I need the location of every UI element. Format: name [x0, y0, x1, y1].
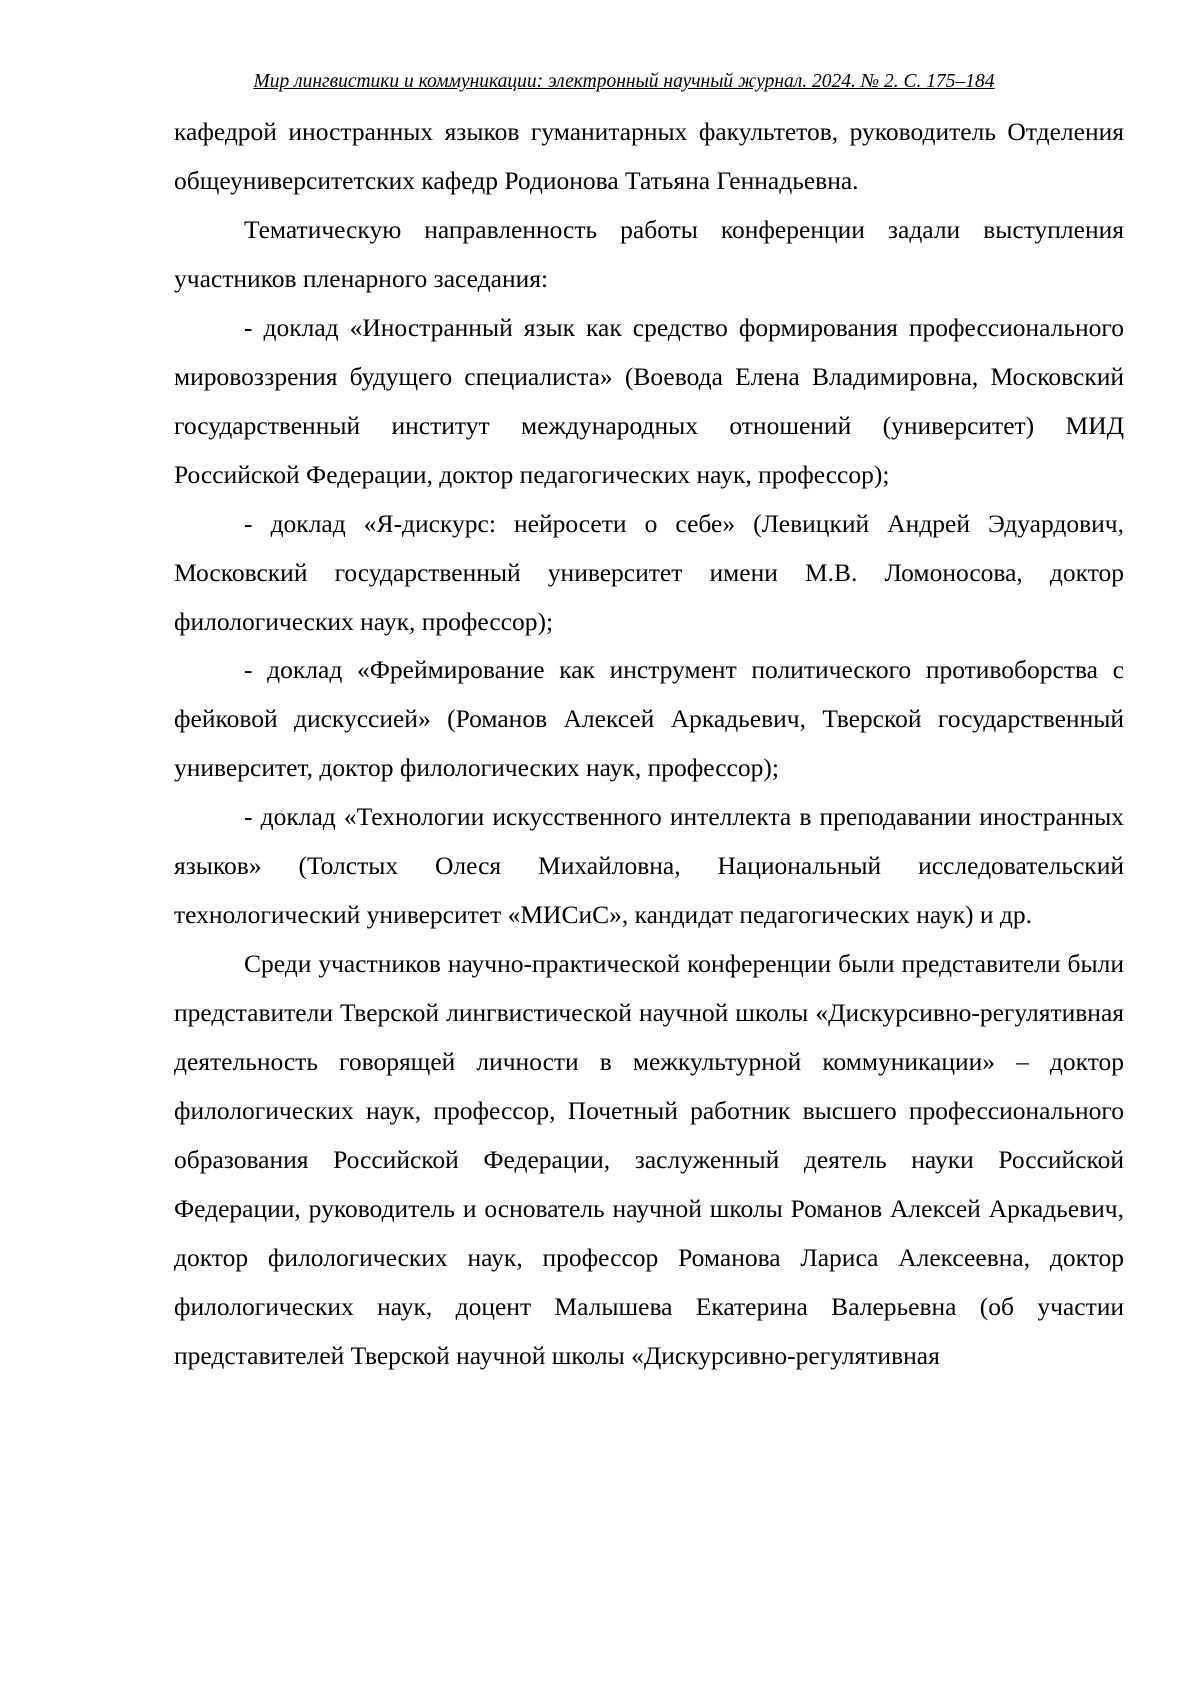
paragraph-participants: Среди участников научно-практической конференции были представители были представители Тверской лингвистической научной школы «Дискурсивно-регулятивная деятельность говорящей личности в межкультурной коммуникации» – доктор филологических наук, профессор, Почетный работник высшего профессионального образования Российской Федерации, заслуженный деятель науки Российской Федерации, руководитель и основатель научной школы Романов Алексей Аркадьевич, доктор филологических наук, профессор Романова Лариса Алексеевна, доктор филологических наук, доцент Малышева Екатерина Валерьевна (об участии представителей Тверской научной школы «Дискурсивно-регулятивная — [174, 949, 1124, 1370]
list-item-report-romanov: - доклад «Фреймирование как инструмент политического противоборства с фейковой дискуссией» (Романов Алексей Аркадьевич, Тверской государственный университет, доктор филологических наук, профессор); — [174, 655, 1124, 783]
list-item-report-tolstykh: - доклад «Технологии искусственного интеллекта в преподавании иностранных языков» (Толстых Олеся Михайловна, Национальный исследовательский технологический университет «МИСиС», кандидат педагогических наук) и др. — [174, 802, 1124, 930]
body-text — [174, 108, 1124, 1381]
list-item-report-voevoda: - доклад «Иностранный язык как средство формирования профессионального мировоззрения будущего специалиста» (Воевода Елена Владимировна, Московский государственный институт международных отношений (университет) МИД Российской Федерации, доктор педагогических наук, профессор); — [174, 312, 1124, 489]
paragraph-intro: кафедрой иностранных языков гуманитарных факультетов, руководитель Отделения общеуниверситетских кафедр Родионова Татьяна Геннадьевна. — [174, 117, 1124, 195]
list-item-report-levitsky: - доклад «Я-дискурс: нейросети о себе» (Левицкий Андрей Эдуардович, Московский государственный университет имени М.В. Ломоносова, доктор филологических наук, профессор); — [174, 508, 1124, 636]
running-header: Мир лингвистики и коммуникации: электронный научный журнал. 2024. № 2. С. 175–184 — [253, 71, 995, 92]
paragraph-plenary: Тематическую направленность работы конференции задали выступления участников пленарного заседания: — [174, 214, 1124, 293]
